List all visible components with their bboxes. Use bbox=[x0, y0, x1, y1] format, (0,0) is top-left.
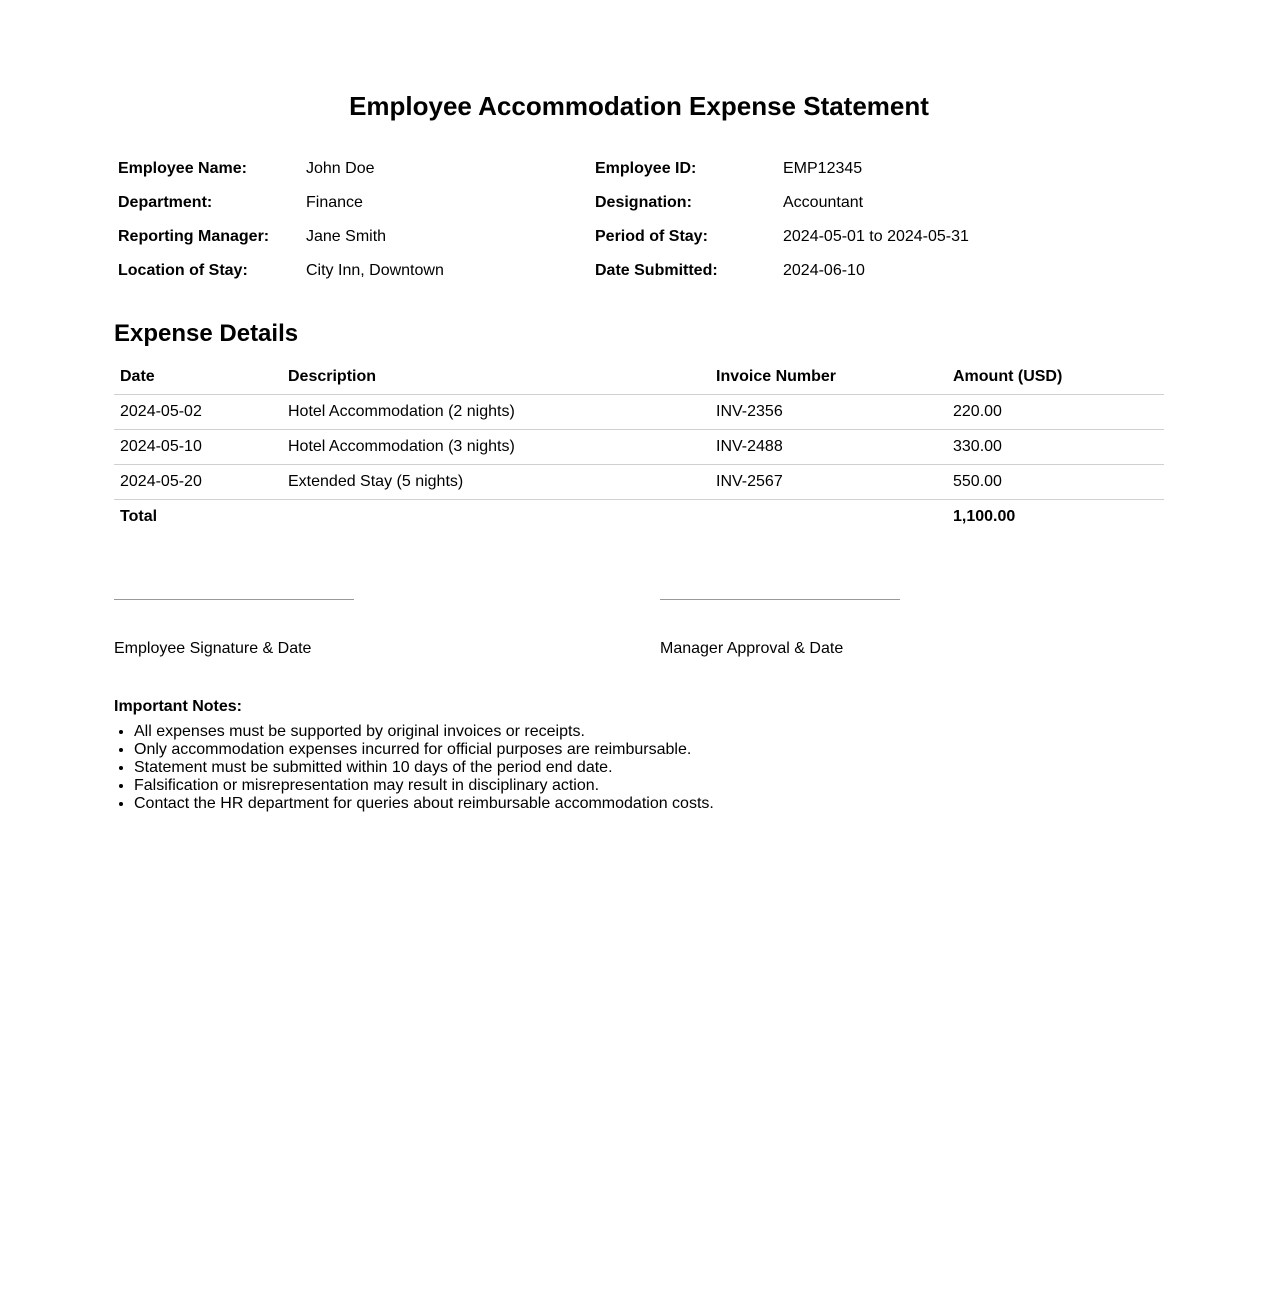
list-item: • Only accommodation expenses incurred for official purposes are reimbursable. bbox=[134, 741, 714, 759]
expense-invoice-number: INV-2356 bbox=[710, 395, 947, 430]
expense-amount: 330.00 bbox=[947, 430, 1164, 465]
period-of-stay-label: Period of Stay: bbox=[595, 228, 708, 245]
table-row bbox=[114, 430, 1164, 465]
department-value: Finance bbox=[306, 194, 363, 211]
expense-details-heading: Expense Details bbox=[114, 320, 299, 347]
reporting-manager-value: Jane Smith bbox=[306, 228, 387, 245]
expense-invoice-number: INV-2488 bbox=[710, 430, 947, 465]
info-row bbox=[114, 220, 1164, 254]
column-header-invoice-number: Invoice Number bbox=[710, 360, 947, 395]
total-empty-cell bbox=[282, 500, 710, 535]
date-submitted-value: 2024-06-10 bbox=[783, 262, 865, 279]
column-header-description: Description bbox=[282, 360, 710, 395]
list-item: • Falsification or misrepresentation may result in disciplinary action. bbox=[134, 777, 714, 795]
date-submitted-label: Date Submitted: bbox=[595, 262, 718, 279]
info-row bbox=[114, 186, 1164, 220]
manager-signature-line bbox=[660, 599, 900, 600]
employee-id-value: EMP12345 bbox=[783, 160, 863, 177]
expense-amount: 220.00 bbox=[947, 395, 1164, 430]
total-label: Total bbox=[120, 508, 158, 525]
department-label: Department: bbox=[118, 194, 213, 211]
manager-signature-label: Manager Approval & Date bbox=[660, 640, 844, 657]
total-amount: 1,100.00 bbox=[953, 508, 1016, 525]
reporting-manager-label: Reporting Manager: bbox=[118, 228, 270, 245]
list-item: • All expenses must be supported by original invoices or receipts. bbox=[134, 723, 714, 741]
designation-value: Accountant bbox=[783, 194, 864, 211]
location-of-stay-label: Location of Stay: bbox=[118, 262, 248, 279]
employee-signature-line bbox=[114, 599, 354, 600]
expense-amount: 550.00 bbox=[947, 465, 1164, 500]
info-row bbox=[114, 254, 1164, 288]
important-notes-list bbox=[114, 723, 714, 813]
expense-table bbox=[114, 360, 1164, 534]
expense-date: 2024-05-20 bbox=[114, 465, 282, 500]
employee-signature-label: Employee Signature & Date bbox=[114, 640, 312, 657]
period-of-stay-value: 2024-05-01 to 2024-05-31 bbox=[783, 228, 969, 245]
total-empty-cell bbox=[710, 500, 947, 535]
location-of-stay-value: City Inn, Downtown bbox=[306, 262, 444, 279]
expense-description: Extended Stay (5 nights) bbox=[282, 465, 710, 500]
info-row bbox=[114, 152, 1164, 186]
employee-info-table bbox=[114, 152, 1164, 288]
employee-id-label: Employee ID: bbox=[595, 160, 697, 177]
document-title: Employee Accommodation Expense Statement bbox=[349, 91, 929, 121]
table-row bbox=[114, 465, 1164, 500]
total-row bbox=[114, 500, 1164, 535]
list-item: • Statement must be submitted within 10 days of the period end date. bbox=[134, 759, 714, 777]
expense-date: 2024-05-02 bbox=[114, 395, 282, 430]
expense-date: 2024-05-10 bbox=[114, 430, 282, 465]
expense-invoice-number: INV-2567 bbox=[710, 465, 947, 500]
column-header-amount: Amount (USD) bbox=[947, 360, 1164, 395]
employee-name-value: John Doe bbox=[306, 160, 375, 177]
expense-description: Hotel Accommodation (3 nights) bbox=[282, 430, 710, 465]
column-header-date: Date bbox=[114, 360, 282, 395]
expense-table-header bbox=[114, 360, 1164, 395]
list-item: • Contact the HR department for queries about reimbursable accommodation costs. bbox=[134, 795, 714, 813]
expense-description: Hotel Accommodation (2 nights) bbox=[282, 395, 710, 430]
designation-label: Designation: bbox=[595, 194, 692, 211]
employee-name-label: Employee Name: bbox=[118, 160, 247, 177]
important-notes-heading: Important Notes: bbox=[114, 698, 242, 715]
table-row bbox=[114, 395, 1164, 430]
